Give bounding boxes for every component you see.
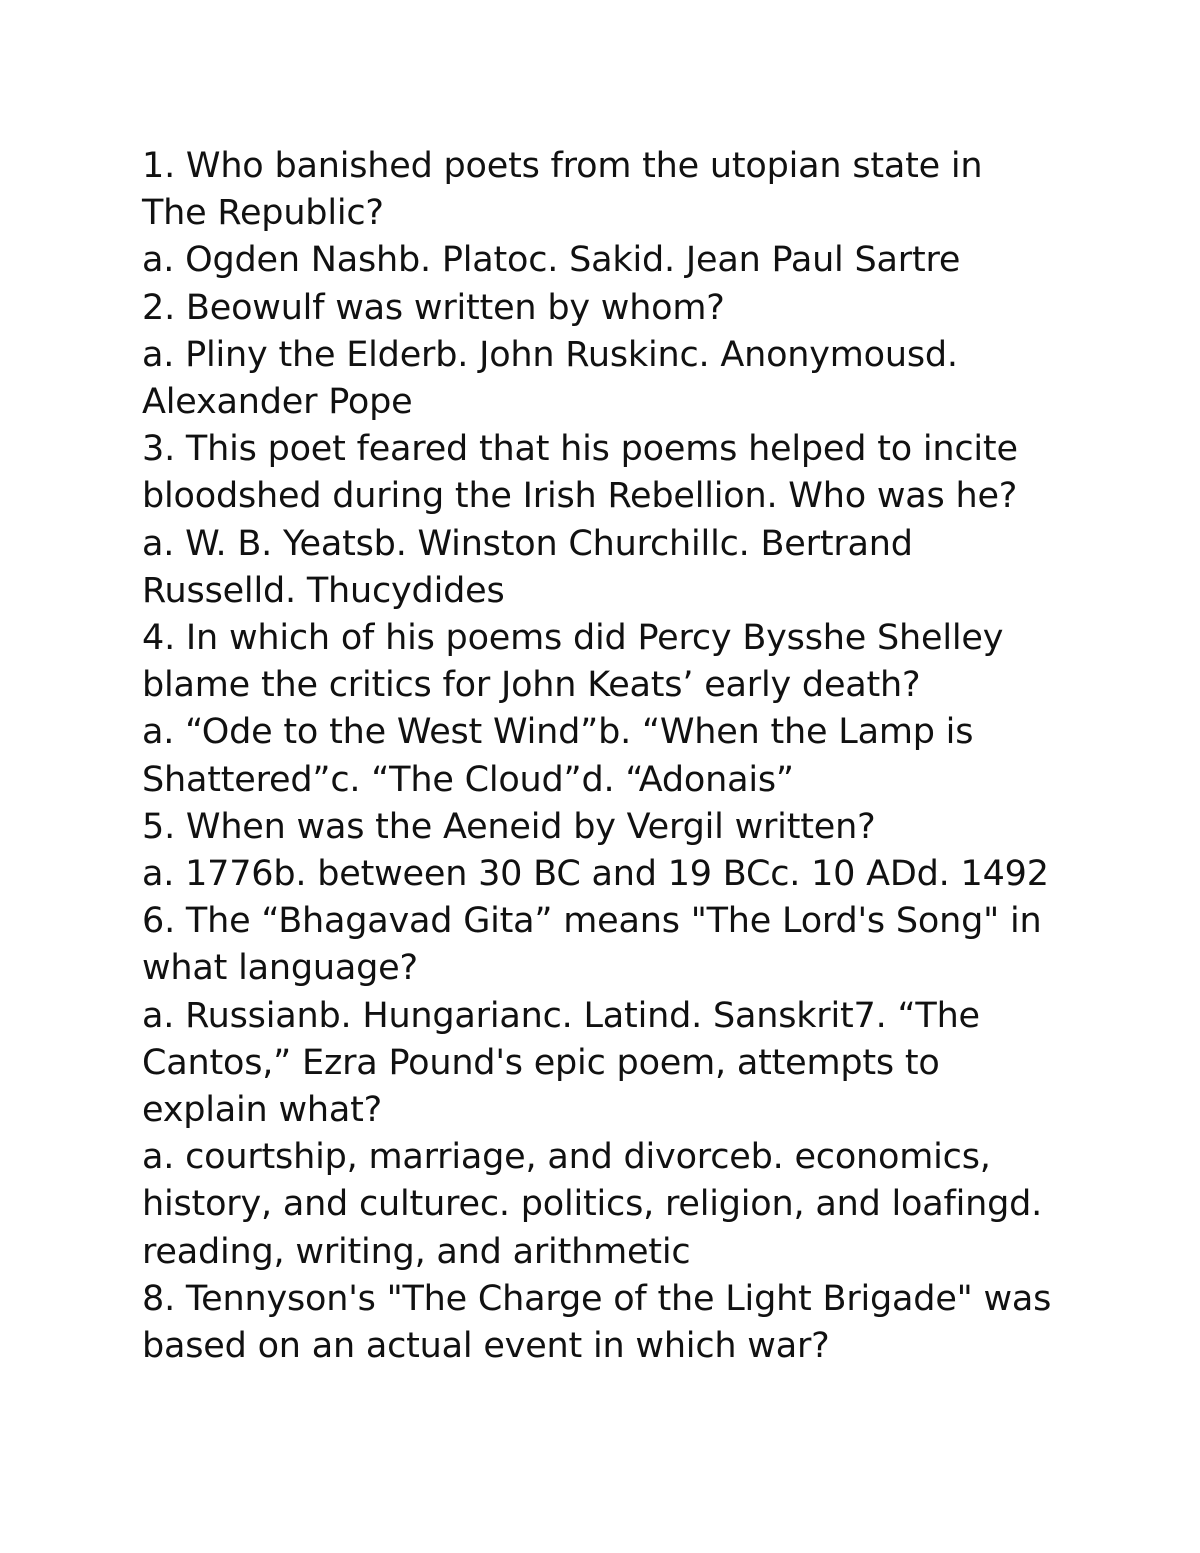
question-4-line-2: blame the critics for John Keats’ early death?: [142, 665, 921, 706]
question-4-options-line-1: a. “Ode to the West Wind”b. “When the Lamp is: [142, 712, 974, 753]
question-2-options-line-2: Alexander Pope: [142, 382, 413, 423]
question-7-options-line-2: history, and culturec. politics, religion, and loafingd.: [142, 1184, 1043, 1225]
question-2-options-line-1: a. Pliny the Elderb. John Ruskinc. Anonymousd.: [142, 334, 958, 375]
question-5-options: a. 1776b. between 30 BC and 19 BCc. 10 ADd. 1492: [142, 854, 1049, 895]
question-6-options-and-question-7-line-1: a. Russianb. Hungarianc. Latind. Sanskrit7. “The: [142, 995, 980, 1036]
question-4-line-1: 4. In which of his poems did Percy Bysshe Shelley: [142, 618, 1004, 659]
question-7-options-line-1: a. courtship, marriage, and divorceb. economics,: [142, 1137, 991, 1178]
quiz-document: [142, 143, 1077, 1370]
question-4-options-line-2: Shattered”c. “The Cloud”d. “Adonais”: [142, 759, 794, 800]
question-5-line-1: 5. When was the Aeneid by Vergil written?: [142, 806, 876, 847]
question-8-line-2: based on an actual event in which war?: [142, 1326, 830, 1367]
question-3-line-2: bloodshed during the Irish Rebellion. Who was he?: [142, 476, 1018, 517]
question-1-options: a. Ogden Nashb. Platoc. Sakid. Jean Paul Sartre: [142, 240, 961, 281]
question-7-options-line-3: reading, writing, and arithmetic: [142, 1231, 691, 1272]
question-1-line-2: The Republic?: [142, 193, 384, 234]
question-2-line-1: 2. Beowulf was written by whom?: [142, 287, 725, 328]
question-8-line-1: 8. Tennyson's "The Charge of the Light Brigade" was: [142, 1278, 1052, 1319]
question-7-line-3: explain what?: [142, 1090, 383, 1131]
question-3-line-1: 3. This poet feared that his poems helped to incite: [142, 429, 1018, 470]
question-6-line-2: what language?: [142, 948, 418, 989]
question-3-options-line-2: Russelld. Thucydides: [142, 570, 505, 611]
question-1-line-1: 1. Who banished poets from the utopian state in: [142, 146, 983, 186]
question-6-line-1: 6. The “Bhagavad Gita” means "The Lord's Song" in: [142, 901, 1042, 942]
question-7-line-2: Cantos,” Ezra Pound's epic poem, attempts to: [142, 1042, 940, 1083]
question-3-options-line-1: a. W. B. Yeatsb. Winston Churchillc. Bertrand: [142, 523, 913, 564]
